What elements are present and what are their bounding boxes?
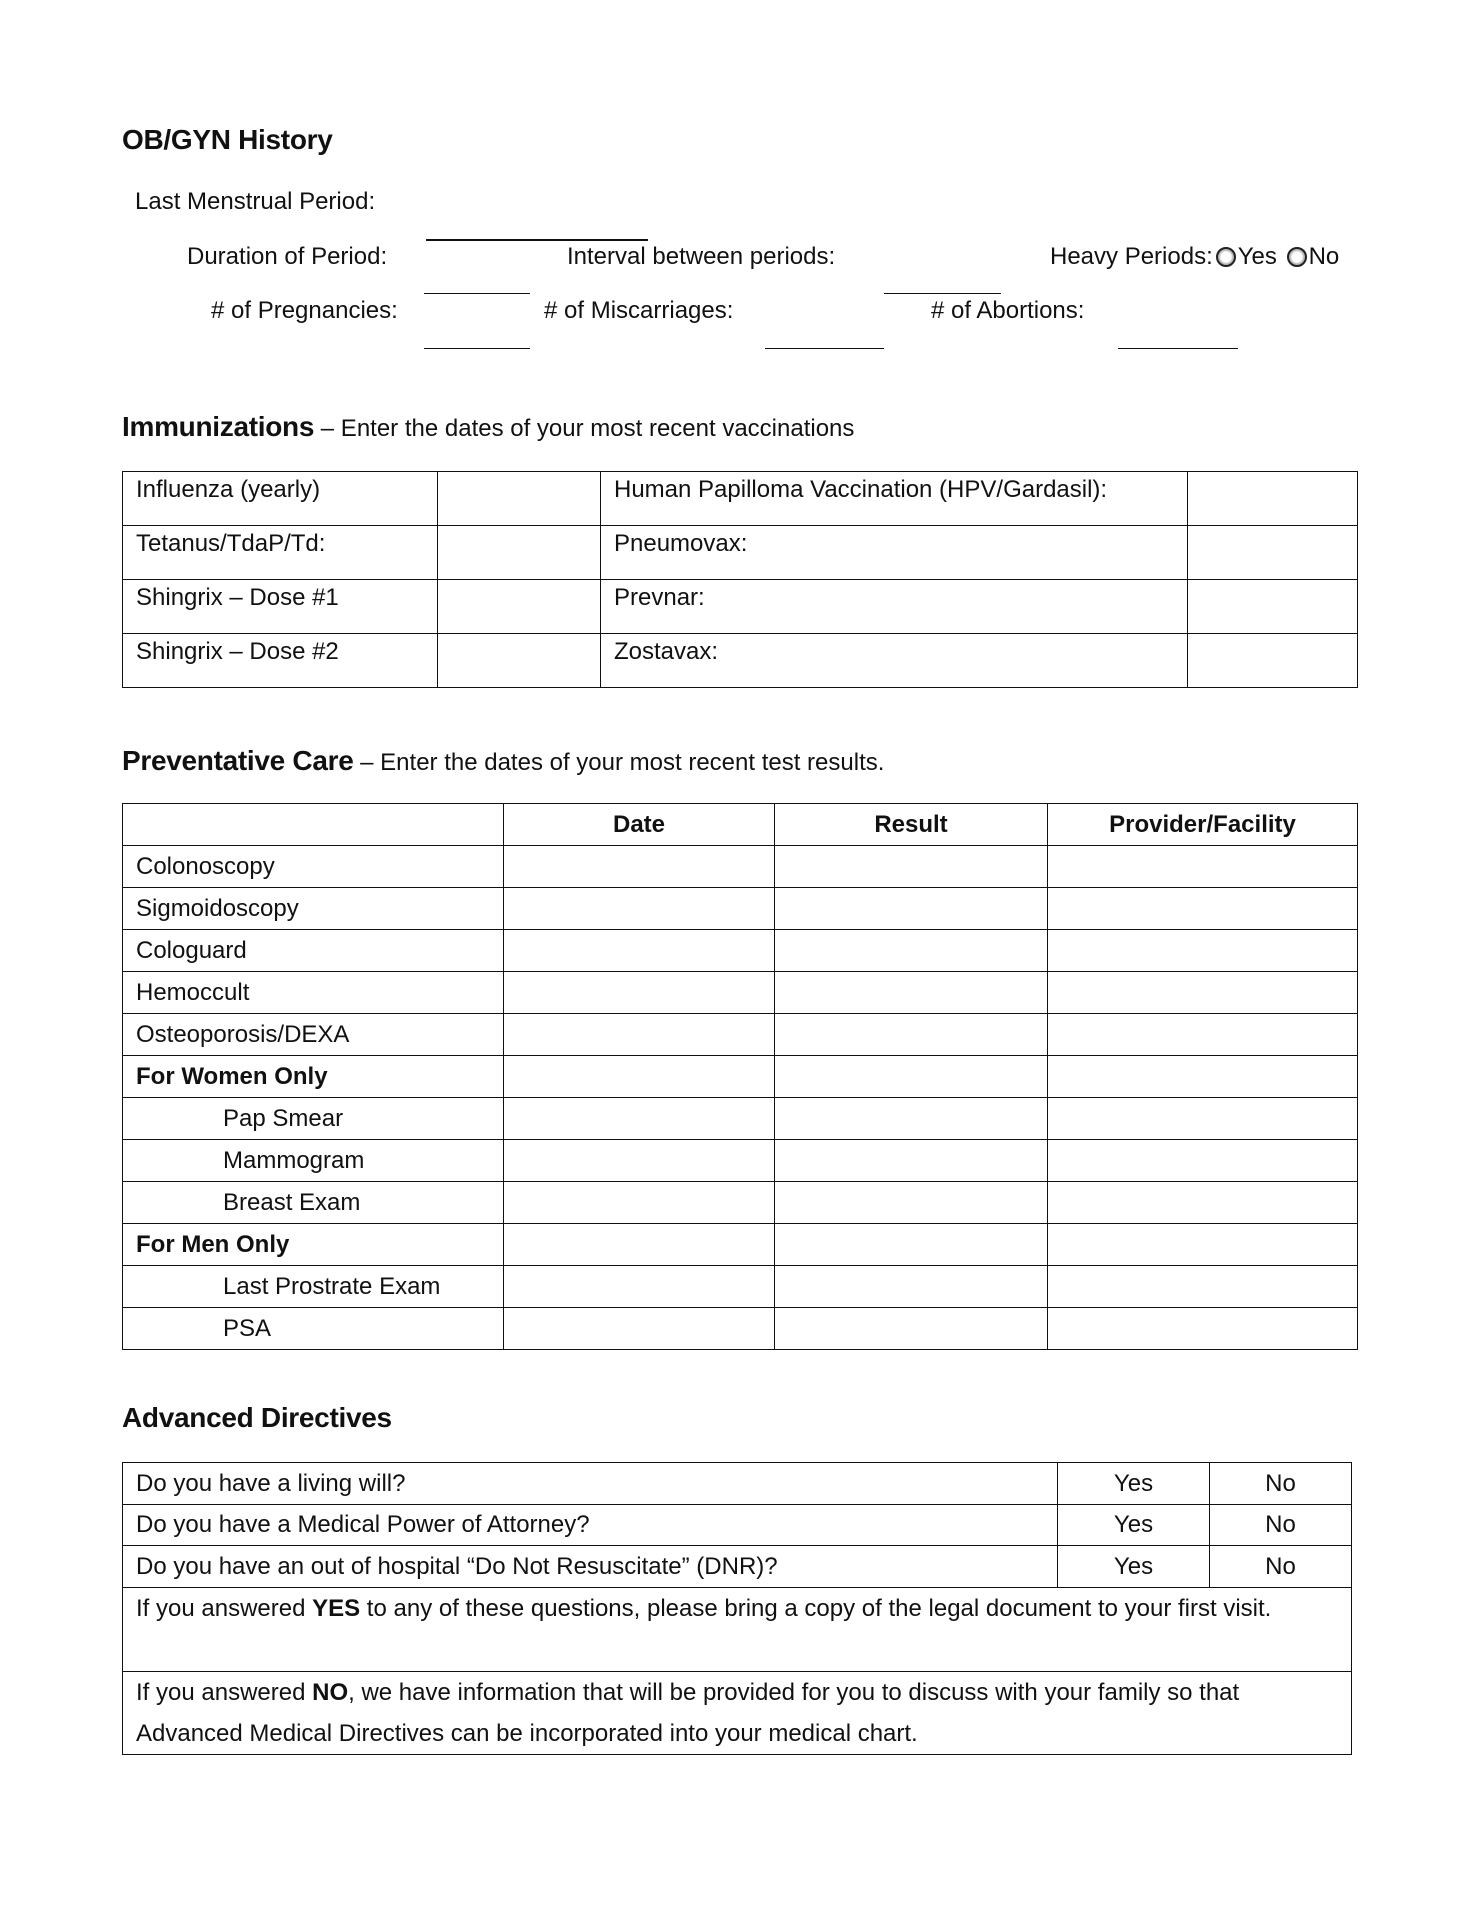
- immunization-date-field[interactable]: [438, 580, 601, 634]
- preventative-date-field[interactable]: [504, 1014, 775, 1056]
- immunization-row: [123, 634, 1358, 688]
- preventative-heading: [122, 745, 884, 777]
- directive-no-option[interactable]: No: [1210, 1546, 1352, 1588]
- preventative-row: [123, 1140, 1358, 1182]
- preventative-subtitle: – Enter the dates of your most recent test results.: [353, 749, 885, 776]
- preventative-test-label: Colonoscopy: [123, 846, 504, 888]
- preventative-test-label: For Women Only: [123, 1056, 504, 1098]
- immunization-date-field[interactable]: [1188, 634, 1358, 688]
- preventative-row: [123, 846, 1358, 888]
- preventative-provider-field[interactable]: [1048, 1266, 1358, 1308]
- note-text: If you answered: [136, 1595, 313, 1622]
- directive-no-option[interactable]: No: [1210, 1505, 1352, 1546]
- advanced-directives-title: Advanced Directives: [122, 1402, 392, 1433]
- directive-note-no: [123, 1672, 1352, 1755]
- preventative-provider-field[interactable]: [1048, 1308, 1358, 1350]
- directive-question: Do you have an out of hospital “Do Not Resuscitate” (DNR)?: [123, 1546, 1058, 1588]
- preventative-test-label: Hemoccult: [123, 972, 504, 1014]
- preventative-row: [123, 1266, 1358, 1308]
- preventative-result-field[interactable]: [775, 1014, 1048, 1056]
- heavy-periods-group: [1050, 243, 1339, 271]
- preventative-row: [123, 1098, 1358, 1140]
- preventative-title: Preventative Care: [122, 745, 354, 776]
- preventative-test-label: Pap Smear: [123, 1098, 504, 1140]
- preventative-provider-field[interactable]: [1048, 1224, 1358, 1266]
- pregnancies-field[interactable]: [424, 348, 530, 349]
- heavy-periods-yes-label: Yes: [1237, 243, 1277, 270]
- preventative-table: [122, 803, 1358, 1350]
- directive-row: [123, 1546, 1352, 1588]
- immunization-label: Tetanus/TdaP/Td:: [123, 526, 438, 580]
- immunization-label: Human Papilloma Vaccination (HPV/Gardasil):: [601, 472, 1188, 526]
- miscarriages-field[interactable]: [765, 348, 884, 349]
- preventative-date-field[interactable]: [504, 846, 775, 888]
- preventative-provider-field[interactable]: [1048, 972, 1358, 1014]
- preventative-date-field[interactable]: [504, 972, 775, 1014]
- duration-label: Duration of Period:: [187, 243, 388, 270]
- preventative-result-field[interactable]: [775, 1182, 1048, 1224]
- preventative-date-field[interactable]: [504, 1224, 775, 1266]
- immunization-label: Influenza (yearly): [123, 472, 438, 526]
- preventative-result-field[interactable]: [775, 888, 1048, 930]
- pregnancies-label: # of Pregnancies:: [211, 297, 398, 324]
- immunization-row: [123, 580, 1358, 634]
- heavy-periods-no-radio[interactable]: [1287, 247, 1307, 267]
- preventative-date-field[interactable]: [504, 1140, 775, 1182]
- column-header-provider: Provider/Facility: [1048, 804, 1358, 846]
- preventative-provider-field[interactable]: [1048, 1098, 1358, 1140]
- preventative-header-row: [123, 804, 1358, 846]
- immunizations-title: Immunizations: [122, 411, 315, 442]
- preventative-row: [123, 1014, 1358, 1056]
- preventative-row: [123, 972, 1358, 1014]
- directive-no-option[interactable]: No: [1210, 1463, 1352, 1505]
- miscarriages-label: # of Miscarriages:: [544, 297, 734, 324]
- preventative-provider-field[interactable]: [1048, 930, 1358, 972]
- column-header-date: Date: [504, 804, 775, 846]
- directive-yes-option[interactable]: Yes: [1058, 1505, 1210, 1546]
- preventative-test-label: Osteoporosis/DEXA: [123, 1014, 504, 1056]
- column-header-test: [123, 804, 504, 846]
- directive-row: [123, 1505, 1352, 1546]
- immunization-label: Pneumovax:: [601, 526, 1188, 580]
- preventative-provider-field[interactable]: [1048, 888, 1358, 930]
- immunization-label: Zostavax:: [601, 634, 1188, 688]
- note-text: , we have information that will be provided for you to discuss with your family so that Advanced Medical Directives can be incorporated into your medical chart.: [136, 1679, 1240, 1747]
- preventative-date-field[interactable]: [504, 1056, 775, 1098]
- preventative-result-field[interactable]: [775, 1224, 1048, 1266]
- preventative-result-field[interactable]: [775, 1056, 1048, 1098]
- immunizations-table: [122, 471, 1358, 688]
- interval-label: Interval between periods:: [567, 243, 836, 270]
- immunization-date-field[interactable]: [1188, 580, 1358, 634]
- immunization-row: [123, 472, 1358, 526]
- preventative-test-label: Breast Exam: [123, 1182, 504, 1224]
- preventative-row: [123, 1308, 1358, 1350]
- preventative-provider-field[interactable]: [1048, 846, 1358, 888]
- immunizations-subtitle: – Enter the dates of your most recent vaccinations: [314, 415, 855, 442]
- preventative-date-field[interactable]: [504, 930, 775, 972]
- heavy-periods-no-label: No: [1308, 243, 1340, 270]
- directive-yes-option[interactable]: Yes: [1058, 1463, 1210, 1505]
- preventative-provider-field[interactable]: [1048, 1182, 1358, 1224]
- immunization-label: Shingrix – Dose #2: [123, 634, 438, 688]
- preventative-provider-field[interactable]: [1048, 1014, 1358, 1056]
- preventative-row: [123, 1056, 1358, 1098]
- preventative-date-field[interactable]: [504, 1308, 775, 1350]
- preventative-test-label: Mammogram: [123, 1140, 504, 1182]
- preventative-result-field[interactable]: [775, 846, 1048, 888]
- preventative-result-field[interactable]: [775, 1140, 1048, 1182]
- note-emphasis: YES: [312, 1595, 361, 1622]
- preventative-row: [123, 930, 1358, 972]
- preventative-date-field[interactable]: [504, 1098, 775, 1140]
- directive-note-no-row: [123, 1672, 1352, 1755]
- directive-question: Do you have a living will?: [123, 1463, 1058, 1505]
- preventative-test-label: Last Prostrate Exam: [123, 1266, 504, 1308]
- preventative-result-field[interactable]: [775, 930, 1048, 972]
- heavy-periods-label: Heavy Periods:: [1050, 243, 1213, 270]
- immunization-date-field[interactable]: [438, 634, 601, 688]
- preventative-test-label: PSA: [123, 1308, 504, 1350]
- note-text: If you answered: [136, 1679, 313, 1706]
- abortions-field[interactable]: [1118, 348, 1238, 349]
- duration-field[interactable]: [424, 293, 530, 294]
- interval-field[interactable]: [884, 293, 1001, 294]
- advanced-directives-table: [122, 1462, 1352, 1755]
- abortions-label: # of Abortions:: [931, 297, 1085, 324]
- obgyn-title: OB/GYN History: [122, 124, 333, 155]
- preventative-date-field[interactable]: [504, 888, 775, 930]
- last-menstrual-period-label: Last Menstrual Period:: [135, 188, 376, 215]
- immunization-date-field[interactable]: [1188, 526, 1358, 580]
- immunizations-heading: [122, 411, 854, 443]
- preventative-date-field[interactable]: [504, 1182, 775, 1224]
- immunization-label: Shingrix – Dose #1: [123, 580, 438, 634]
- preventative-result-field[interactable]: [775, 1098, 1048, 1140]
- immunization-row: [123, 526, 1358, 580]
- note-emphasis: NO: [312, 1679, 349, 1706]
- note-text: to any of these questions, please bring a copy of the legal document to your first visit.: [360, 1595, 1272, 1622]
- preventative-row: [123, 1224, 1358, 1266]
- preventative-result-field[interactable]: [775, 972, 1048, 1014]
- directive-row: [123, 1463, 1352, 1505]
- preventative-test-label: Sigmoidoscopy: [123, 888, 504, 930]
- directive-yes-option[interactable]: Yes: [1058, 1546, 1210, 1588]
- preventative-provider-field[interactable]: [1048, 1056, 1358, 1098]
- preventative-row: [123, 888, 1358, 930]
- last-menstrual-period-field[interactable]: [426, 239, 648, 241]
- immunization-date-field[interactable]: [438, 472, 601, 526]
- preventative-result-field[interactable]: [775, 1266, 1048, 1308]
- column-header-result: Result: [775, 804, 1048, 846]
- preventative-date-field[interactable]: [504, 1266, 775, 1308]
- directive-note-yes: [123, 1588, 1352, 1672]
- preventative-row: [123, 1182, 1358, 1224]
- immunization-date-field[interactable]: [1188, 472, 1358, 526]
- preventative-provider-field[interactable]: [1048, 1140, 1358, 1182]
- heavy-periods-yes-radio[interactable]: [1216, 247, 1236, 267]
- immunization-label: Prevnar:: [601, 580, 1188, 634]
- directive-question: Do you have a Medical Power of Attorney?: [123, 1505, 1058, 1546]
- directive-note-yes-row: [123, 1588, 1352, 1672]
- preventative-test-label: Cologuard: [123, 930, 504, 972]
- immunization-date-field[interactable]: [438, 526, 601, 580]
- preventative-test-label: For Men Only: [123, 1224, 504, 1266]
- preventative-result-field[interactable]: [775, 1308, 1048, 1350]
